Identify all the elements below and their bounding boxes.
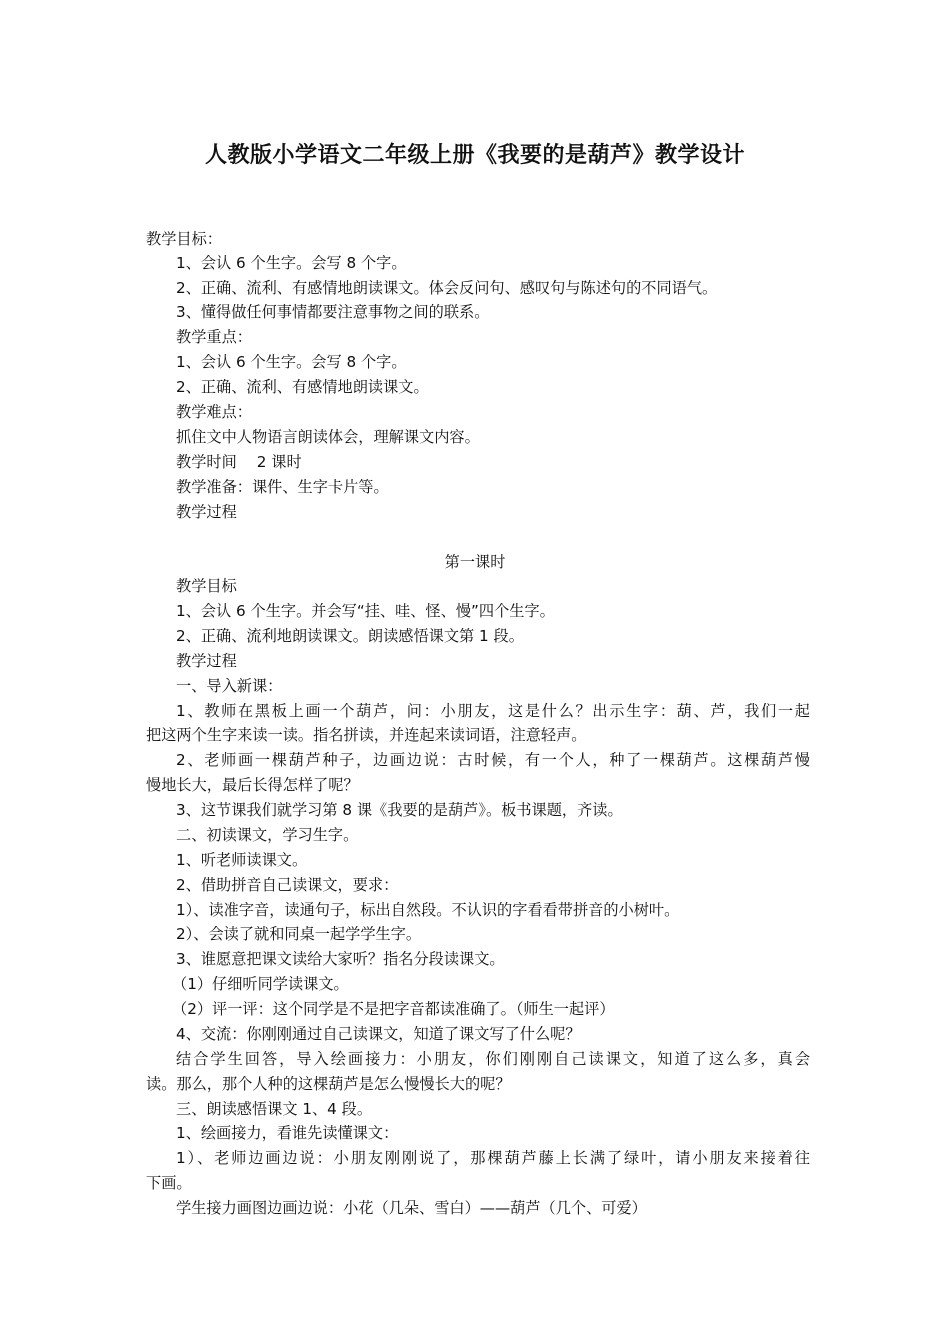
text-line: 3、懂得做任何事情都要注意事物之间的联系。 bbox=[176, 303, 490, 321]
text-line: 2、借助拼音自己读课文，要求： bbox=[176, 876, 399, 894]
text-line: 把这两个生字来读一读。指名拼读，并连起来读词语，注意轻声。 bbox=[146, 726, 587, 744]
document-title: 人教版小学语文二年级上册《我要的是葫芦》教学设计 bbox=[204, 143, 745, 168]
text-line: 教学目标 bbox=[176, 577, 237, 595]
text-line: 教学过程 bbox=[176, 503, 237, 521]
text-line: 2、正确、流利、有感情地朗读课文。 bbox=[176, 378, 429, 396]
section-heading: 第一课时 bbox=[444, 553, 506, 571]
text-line: 教学过程 bbox=[176, 652, 237, 670]
text-line: 1）、老师边画边说：小朋友刚刚说了，那棵葫芦藤上长满了绿叶，请小朋友来接着往 bbox=[176, 1149, 810, 1167]
text-line: 2、正确、流利、有感情地朗读课文。体会反问句、感叹句与陈述句的不同语气。 bbox=[176, 279, 718, 297]
text-line: 1）、读准字音，读通句子，标出自然段。不认识的字看看带拼音的小树叶。 bbox=[176, 901, 680, 919]
text-line: （1）仔细听同学读课文。 bbox=[172, 975, 349, 993]
text-line: 下画。 bbox=[146, 1174, 192, 1192]
text-line: 4、交流：你刚刚通过自己读课文，知道了课文写了什么呢？ bbox=[176, 1025, 581, 1043]
text-line: 1、教师在黑板上画一个葫芦，问：小朋友，这是什么？出示生字：葫、芦，我们一起 bbox=[176, 702, 810, 720]
text-line: 抓住文中人物语言朗读体会，理解课文内容。 bbox=[176, 428, 480, 446]
text-line: 1、会认 6 个生字。并会写“挂、哇、怪、慢”四个生字。 bbox=[176, 602, 555, 620]
text-line: 二、初读课文，学习生字。 bbox=[176, 826, 359, 844]
text-line: 1、绘画接力，看谁先读懂课文： bbox=[176, 1124, 399, 1142]
text-line: 2、正确、流利地朗读课文。朗读感悟课文第 1 段。 bbox=[176, 627, 524, 645]
text-line: 1、会认 6 个生字。会写 8 个字。 bbox=[176, 254, 407, 272]
text-line: 3、谁愿意把课文读给大家听？指名分段读课文。 bbox=[176, 950, 505, 968]
text-line: 三、朗读感悟课文 1、4 段。 bbox=[176, 1100, 373, 1118]
text-line: 2）、会读了就和同桌一起学学生字。 bbox=[176, 925, 422, 943]
text-line: 学生接力画图边画边说：小花（几朵、雪白）——葫芦（几个、可爱） bbox=[176, 1199, 647, 1217]
text-line: （2）评一评：这个同学是不是把字音都读准确了。（师生一起评） bbox=[172, 1000, 615, 1018]
text-line: 3、这节课我们就学习第 8 课《我要的是葫芦》。板书课题，齐读。 bbox=[176, 801, 623, 819]
text-line: 慢地长大，最后长得怎样了呢？ bbox=[146, 776, 359, 794]
text-line: 教学难点： bbox=[176, 403, 252, 421]
text-line: 读。那么，那个人种的这棵葫芦是怎么慢慢长大的呢？ bbox=[146, 1075, 511, 1093]
text-line: 教学重点： bbox=[176, 328, 252, 346]
text-line: 1、会认 6 个生字。会写 8 个字。 bbox=[176, 353, 407, 371]
text-line: 教学目标： bbox=[146, 230, 222, 248]
text-line: 2、老师画一棵葫芦种子，边画边说：古时候，有一个人，种了一棵葫芦。这棵葫芦慢 bbox=[176, 751, 810, 769]
text-line: 结合学生回答，导入绘画接力：小朋友，你们刚刚自己读课文，知道了这么多，真会 bbox=[176, 1050, 810, 1068]
text-line: 一、导入新课： bbox=[176, 677, 283, 695]
text-line: 教学时间 2 课时 bbox=[176, 453, 302, 471]
text-line: 教学准备：课件、生字卡片等。 bbox=[176, 478, 389, 496]
text-line: 1、听老师读课文。 bbox=[176, 851, 308, 869]
